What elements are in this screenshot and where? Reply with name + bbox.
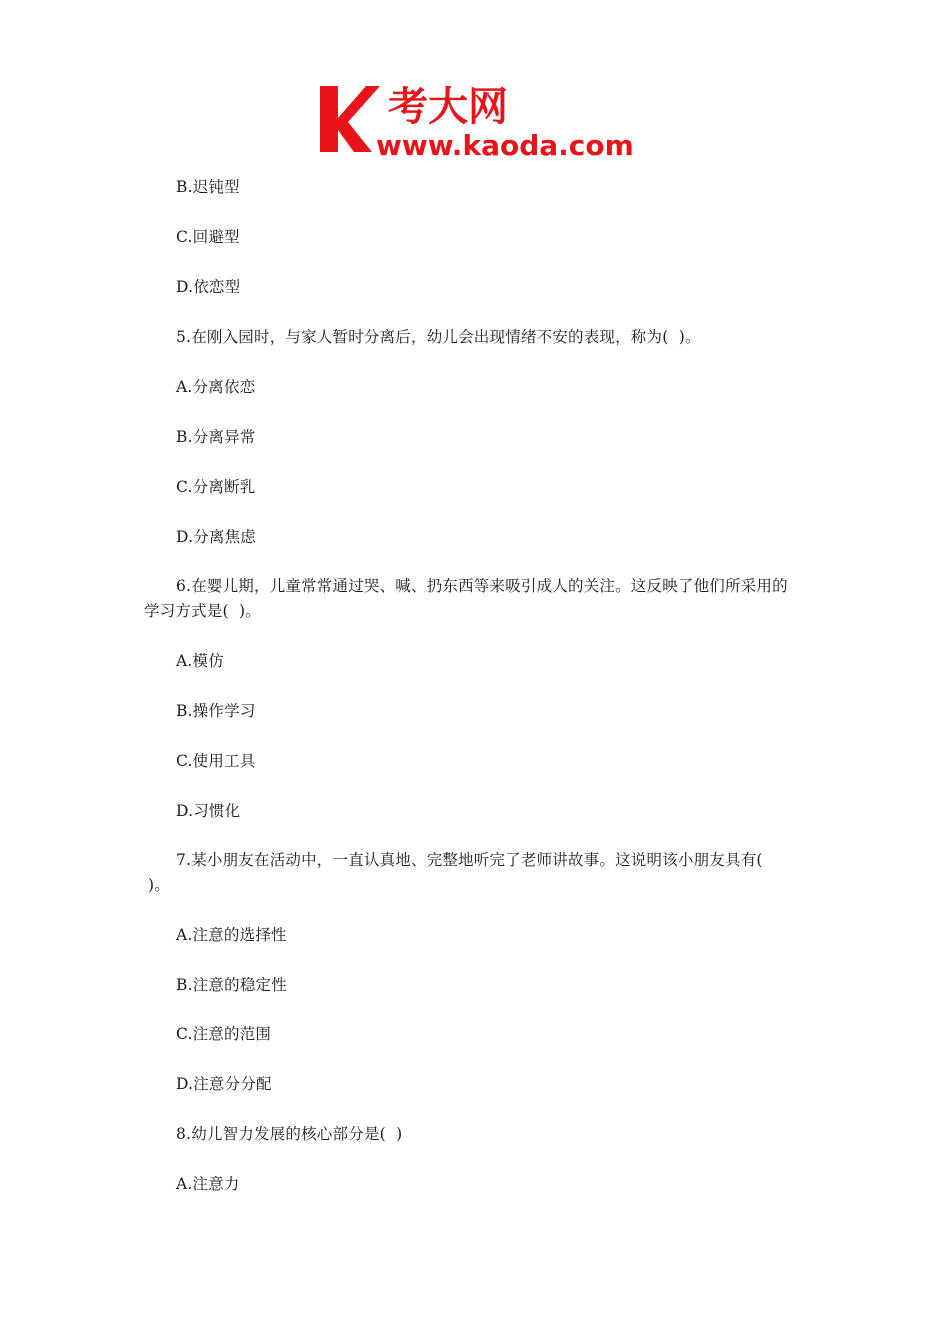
option-6c: C.使用工具: [176, 752, 256, 770]
option-6a: A.模仿: [176, 652, 224, 670]
option-8a: A.注意力: [176, 1175, 240, 1193]
question-6-line1: 6.在婴儿期，儿童常常通过哭、喊、扔东西等来吸引成人的关注。这反映了他们所采用的: [176, 577, 788, 595]
question-8: 8.幼儿智力发展的核心部分是( ): [176, 1125, 403, 1143]
option-6b: B.操作学习: [176, 702, 256, 720]
option-5a: A.分离依恋: [176, 378, 256, 396]
question-7-line2: )。: [148, 876, 170, 894]
option-5c: C.分离断乳: [176, 478, 256, 496]
option-7d: D.注意分分配: [176, 1075, 272, 1093]
logo-k-mark: [320, 86, 380, 152]
question-5: 5.在刚入园时，与家人暂时分离后，幼儿会出现情绪不安的表现，称为( )。: [176, 328, 701, 346]
question-6-line2: 学习方式是( )。: [144, 602, 261, 620]
option-7b: B.注意的稳定性: [176, 976, 287, 994]
option-4c: C.回避型: [176, 228, 240, 246]
option-5d: D.分离焦虑: [176, 528, 257, 546]
option-7c: C.注意的范围: [176, 1025, 272, 1043]
option-4d: D.依恋型: [176, 278, 241, 296]
kaoda-logo: [318, 80, 640, 160]
logo-chinese-text: 考大网: [388, 84, 508, 130]
option-6d: D.习惯化: [176, 802, 241, 820]
option-5b: B.分离异常: [176, 428, 256, 446]
logo-url-text: www.kaoda.com: [376, 129, 634, 160]
question-7-line1: 7.某小朋友在活动中，一直认真地、完整地听完了老师讲故事。这说明该小朋友具有(: [176, 851, 763, 869]
option-4b: B.迟钝型: [176, 178, 240, 196]
option-7a: A.注意的选择性: [176, 926, 287, 944]
